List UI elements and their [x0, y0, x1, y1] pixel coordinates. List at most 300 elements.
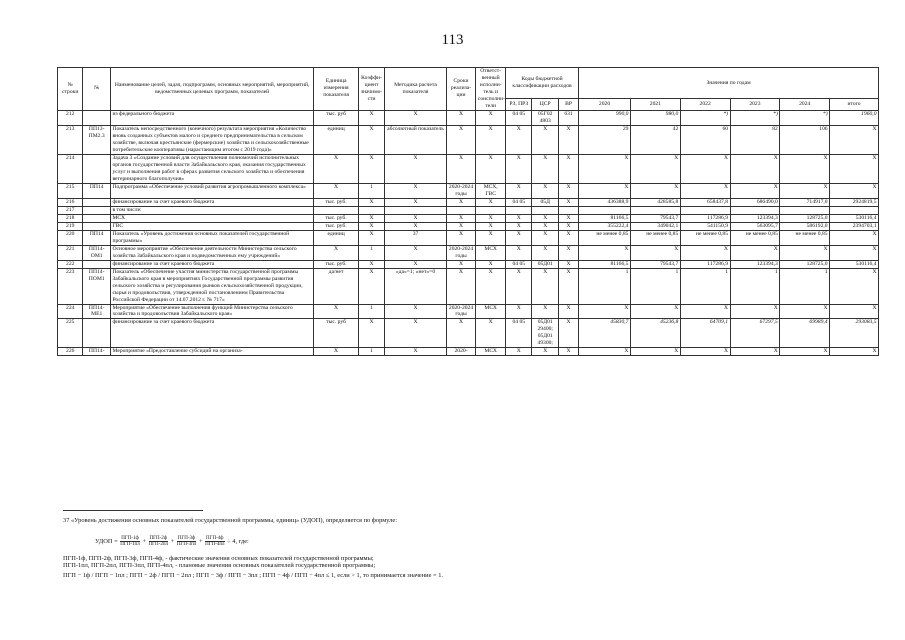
- cell-name: Подпрограмма «Обеспечение условий развития агропромышленного комплекса»: [110, 183, 313, 198]
- cell-coef: X: [358, 268, 384, 304]
- cell-coef: X: [358, 125, 384, 154]
- frac3-numerator: ПГП-3ф: [177, 536, 196, 541]
- cell-vr: X: [558, 230, 578, 245]
- cell-v2020: X: [579, 245, 631, 260]
- cell-v2023: *): [730, 110, 780, 125]
- cell-v2021: X: [630, 348, 680, 356]
- header-2020: 2020: [579, 99, 631, 111]
- cell-csr: X: [532, 268, 558, 304]
- cell-v2024: [780, 206, 830, 214]
- cell-n: ПП14: [83, 183, 111, 198]
- cell-total: X: [830, 183, 879, 198]
- cell-n: [83, 214, 111, 222]
- cell-v2021: не менее 0,85: [630, 230, 680, 245]
- cell-csr: X: [532, 214, 558, 222]
- cell-method: X: [385, 319, 446, 348]
- formula-lhs: УДОП =: [95, 537, 118, 545]
- footnote-formula: УДОП = $\frac{\text{ПГП-1ф}}{\text{ПГП-1пл}}$ + $\frac{\text{ПГП-2ф}}{\text{ПГП-2пл}}$ + $\frac{\text{ПГП-3ф}}{\text{ПГП-3пл}}$ + $\frac{\text{ПГП-4ф}}{\text{ПГП-4пл}}$ ÷ 4, где:: [95, 536, 249, 547]
- footnote-line-1: ПГП-1ф, ПГП-2ф, ПГП-3ф, ПГП-4ф, - фактические значения основных показателей государственной программы;: [63, 555, 374, 562]
- cell-method: абсолютный показатель: [385, 125, 446, 154]
- cell-v2022: X: [680, 245, 730, 260]
- cell-method: X: [385, 110, 446, 125]
- cell-v2020: X: [579, 154, 631, 183]
- cell-csr: X: [532, 154, 558, 183]
- header-responsible: Ответст-венный исполни-тель и соисполни-тели: [477, 68, 505, 109]
- cell-unit: X: [314, 348, 358, 356]
- cell-name: финансирование за счет краевого бюджета: [110, 319, 313, 348]
- cell-unit: тыс. руб.: [314, 198, 358, 206]
- cell-method: [385, 206, 446, 214]
- table-row: [58, 230, 879, 245]
- cell-name: Показатель «Уровень достижения основных показателей государственной программы»: [110, 230, 313, 245]
- cell-v2022: не менее 0,85: [680, 230, 730, 245]
- cell-v2021: 980,0: [630, 110, 680, 125]
- cell-v2024: 128725,0: [780, 214, 830, 222]
- header-csr: ЦСР: [532, 99, 558, 111]
- cell-v2022: X: [680, 348, 730, 356]
- cell-vr: [558, 206, 578, 214]
- cell-row: 221: [58, 245, 83, 260]
- table-row: [58, 206, 879, 214]
- cell-v2023: не менее 0,85: [730, 230, 780, 245]
- cell-terms: X: [446, 110, 476, 125]
- header-method: Методика расчета показателя: [385, 68, 446, 111]
- cell-rz: X: [506, 348, 532, 356]
- frac1-denominator: ПГП-1пл: [120, 542, 140, 547]
- cell-v2024: 714917,0: [780, 198, 830, 206]
- cell-rz: 04 05: [506, 260, 532, 268]
- cell-csr: X: [532, 348, 558, 356]
- table-row: [58, 245, 879, 260]
- cell-n: [83, 206, 111, 214]
- cell-row: 216: [58, 198, 83, 206]
- cell-v2023: 563095,7: [730, 222, 780, 230]
- cell-unit: да/нет: [314, 268, 358, 304]
- cell-v2020: 1: [579, 268, 631, 304]
- cell-total: X: [830, 154, 879, 183]
- cell-coef: 1: [358, 304, 384, 319]
- table-row: [58, 198, 879, 206]
- cell-terms: X: [446, 268, 476, 304]
- cell-name: Задача 3 «Создание условий для осуществления полномочий исполнительных органов государственной власти Забайкальского края, оказания государственных услуг и выполнения работ в сферах развития сельского хозяйства и обеспечения ветеринарного благополучия»: [110, 154, 313, 183]
- cell-v2023: X: [730, 154, 780, 183]
- cell-v2023: 67297,5: [730, 319, 780, 348]
- cell-total: X: [830, 245, 879, 260]
- cell-vr: X: [558, 183, 578, 198]
- cell-v2020: 45830,7: [579, 319, 631, 348]
- cell-v2022: 658437,8: [680, 198, 730, 206]
- table-row: [58, 348, 879, 356]
- cell-row: 214: [58, 154, 83, 183]
- cell-v2022: 1: [680, 268, 730, 304]
- cell-v2023: X: [730, 183, 780, 198]
- cell-v2020: 81166,5: [579, 260, 631, 268]
- cell-csr: X: [532, 230, 558, 245]
- cell-v2023: 123394,3: [730, 260, 780, 268]
- cell-v2024: 106: [780, 125, 830, 154]
- cell-v2024: X: [780, 304, 830, 319]
- header-number: №: [83, 68, 111, 111]
- cell-coef: X: [358, 260, 384, 268]
- cell-unit: X: [314, 154, 358, 183]
- cell-n: ПП14-ПОМ1: [83, 268, 111, 304]
- cell-v2023: 1: [730, 268, 780, 304]
- header-rz: РЗ, ПРЗ: [506, 99, 532, 111]
- table-row: [58, 268, 879, 304]
- cell-row: 220: [58, 230, 83, 245]
- header-codes: Коды бюджетной классификации расходов: [506, 68, 579, 99]
- cell-v2022: [680, 206, 730, 214]
- cell-v2022: X: [680, 183, 730, 198]
- cell-csr: [532, 206, 558, 214]
- cell-row: 218: [58, 214, 83, 222]
- cell-method: X: [385, 198, 446, 206]
- cell-terms: X: [446, 125, 476, 154]
- cell-terms: [446, 206, 476, 214]
- cell-terms: 2020-2024 годы: [446, 304, 476, 319]
- cell-v2022: 60: [680, 125, 730, 154]
- cell-v2022: X: [680, 304, 730, 319]
- cell-name: Показатель непосредственного (конечного) результата мероприятия «Количество вновь созданных субъектов малого и среднего предпринимательства в сельском хозяйстве, включая крестьянские (фермерские) хозяйства и сельскохозяйственные потребительские кооперативы (нарастающим итогом с 2019 года)»: [110, 125, 313, 154]
- footnote-divider: [63, 510, 203, 511]
- cell-row: 215: [58, 183, 83, 198]
- cell-resp: X: [476, 110, 506, 125]
- cell-rz: X: [506, 222, 532, 230]
- cell-v2021: X: [630, 183, 680, 198]
- cell-name: Показатель «Обеспечение участия министерства государственной программы Забайкальского края в мероприятиях Государственной программы развития сельского хозяйства и регулирования рынков сельскохозяйственной продукции, сырья и продовольствия, утвержденной постановлением Правительства Российской Федерации от 14.07.2012 г. № 717»: [110, 268, 313, 304]
- cell-name: Основное мероприятие «Обеспечение деятельности Министерства сельского хозяйства Забайкальского края и подведомственных ему учреждений»: [110, 245, 313, 260]
- cell-coef: X: [358, 154, 384, 183]
- cell-coef: [358, 206, 384, 214]
- table-row: [58, 214, 879, 222]
- cell-total: X: [830, 304, 879, 319]
- header-name: Наименование целей, задач, подпрограмм, основных мероприятий, мероприятий, ведомственных целевых программ, показателей: [110, 68, 313, 111]
- cell-name: Мероприятие «Обеспечение выполнения функций Министерства сельского хозяйства и продовольствия Забайкальского края»: [110, 304, 313, 319]
- cell-row: 213: [58, 125, 83, 154]
- cell-csr: X: [532, 125, 558, 154]
- cell-resp: X: [476, 125, 506, 154]
- cell-rz: 04 05: [506, 198, 532, 206]
- frac4-denominator: ПГП-4пл: [205, 542, 225, 547]
- header-unit: Единица измерения показателя: [314, 68, 358, 111]
- fraction-1: [120, 536, 139, 547]
- cell-unit: единиц: [314, 230, 358, 245]
- cell-csr: 05Д01: [532, 260, 558, 268]
- cell-resp: X: [476, 230, 506, 245]
- cell-v2024: не менее 0,85: [780, 230, 830, 245]
- cell-name: в том числе:: [110, 206, 313, 214]
- frac4-numerator: ПГП-4ф: [206, 536, 224, 541]
- cell-vr: X: [558, 319, 578, 348]
- cell-coef: X: [358, 319, 384, 348]
- cell-terms: 2020-2024 годы: [446, 245, 476, 260]
- cell-name: ГВС: [110, 222, 313, 230]
- cell-resp: X: [476, 319, 506, 348]
- cell-vr: X: [558, 154, 578, 183]
- cell-v2021: X: [630, 245, 680, 260]
- cell-coef: 1: [358, 348, 384, 356]
- cell-coef: 1: [358, 183, 384, 198]
- cell-v2023: 686490,0: [730, 198, 780, 206]
- cell-name: Мероприятие «Предоставление субсидий на организа-: [110, 348, 313, 356]
- header-values: Значения по годам: [579, 68, 879, 99]
- cell-csr: 05Д01 29400; 05Д01 49300;: [532, 319, 558, 348]
- frac2-numerator: ПГП-2ф: [149, 536, 168, 541]
- cell-n: ПП14-: [83, 348, 111, 356]
- cell-vr: 631: [558, 110, 578, 125]
- cell-v2021: X: [630, 154, 680, 183]
- cell-v2021: [630, 206, 680, 214]
- cell-rz: X: [506, 183, 532, 198]
- cell-total: 2924819,5: [830, 198, 879, 206]
- cell-v2022: 117286,9: [680, 260, 730, 268]
- cell-n: [83, 260, 111, 268]
- cell-row: 217: [58, 206, 83, 214]
- cell-v2021: 79543,7: [630, 214, 680, 222]
- table-row: [58, 319, 879, 348]
- cell-vr: X: [558, 125, 578, 154]
- cell-n: ПП14-ОМ1: [83, 245, 111, 260]
- cell-coef: X: [358, 230, 384, 245]
- cell-n: [83, 198, 111, 206]
- cell-v2020: 436388,9: [579, 198, 631, 206]
- cell-v2024: X: [780, 245, 830, 260]
- cell-v2022: X: [680, 154, 730, 183]
- cell-csr: 05Г02 4803: [532, 110, 558, 125]
- cell-vr: X: [558, 260, 578, 268]
- cell-v2020: X: [579, 183, 631, 198]
- footnote-line-2: ПГП-1пл, ПГП-2пл, ПГП-3пл, ПГП-4пл, - плановые значения основных показателей государственной программы;: [63, 562, 376, 569]
- cell-rz: X: [506, 245, 532, 260]
- cell-unit: X: [314, 245, 358, 260]
- cell-v2023: X: [730, 348, 780, 356]
- cell-unit: тыс. руб: [314, 319, 358, 348]
- cell-row: 224: [58, 304, 83, 319]
- cell-total: [830, 206, 879, 214]
- cell-v2020: 81166,5: [579, 214, 631, 222]
- cell-resp: X: [476, 222, 506, 230]
- table-row: [58, 222, 879, 230]
- cell-v2023: X: [730, 245, 780, 260]
- cell-name: финансирование за счет краевого бюджета: [110, 260, 313, 268]
- cell-terms: 2020-: [446, 348, 476, 356]
- cell-v2024: X: [780, 154, 830, 183]
- cell-method: X: [385, 245, 446, 260]
- cell-v2024: 128725,0: [780, 260, 830, 268]
- cell-row: 223: [58, 268, 83, 304]
- cell-unit: тыс. руб.: [314, 214, 358, 222]
- header-total: итого: [830, 99, 879, 111]
- cell-resp: X: [476, 198, 506, 206]
- cell-v2024: 69989,4: [780, 319, 830, 348]
- cell-n: [83, 222, 111, 230]
- cell-rz: X: [506, 268, 532, 304]
- cell-total: 530116,4: [830, 214, 879, 222]
- cell-unit: [314, 206, 358, 214]
- cell-resp: МСХ: [476, 245, 506, 260]
- fraction-4: [205, 536, 224, 547]
- cell-name: МСХ: [110, 214, 313, 222]
- cell-method: X: [385, 260, 446, 268]
- cell-resp: МСХ: [476, 304, 506, 319]
- cell-unit: единиц: [314, 125, 358, 154]
- cell-n: [83, 110, 111, 125]
- cell-method: «да»=1; «нет»=0: [385, 268, 446, 304]
- table-row: [58, 260, 879, 268]
- frac2-denominator: ПГП-2пл: [148, 542, 168, 547]
- cell-method: X: [385, 183, 446, 198]
- cell-v2024: *): [780, 110, 830, 125]
- header-2021: 2021: [630, 99, 680, 111]
- cell-resp: [476, 206, 506, 214]
- cell-rz: X: [506, 214, 532, 222]
- cell-v2020: не менее 0,85: [579, 230, 631, 245]
- cell-row: 212: [58, 110, 83, 125]
- cell-row: 222: [58, 260, 83, 268]
- cell-total: 293083,5: [830, 319, 879, 348]
- cell-method: X: [385, 214, 446, 222]
- cell-n: ПП14-МЕ1: [83, 304, 111, 319]
- cell-resp: X: [476, 154, 506, 183]
- page-number: 113: [441, 32, 464, 48]
- cell-v2023: 123394,3: [730, 214, 780, 222]
- table-row: [58, 183, 879, 198]
- cell-terms: 2020-2024 годы: [446, 183, 476, 198]
- cell-resp: МСХ, ГВС: [476, 183, 506, 198]
- cell-v2024: X: [780, 183, 830, 198]
- cell-name: финансирование за счет краевого бюджета: [110, 198, 313, 206]
- cell-v2021: 1: [630, 268, 680, 304]
- cell-total: X: [830, 348, 879, 356]
- cell-terms: X: [446, 319, 476, 348]
- cell-terms: X: [446, 230, 476, 245]
- cell-vr: X: [558, 245, 578, 260]
- cell-unit: тыс. руб.: [314, 260, 358, 268]
- cell-method: X: [385, 304, 446, 319]
- cell-coef: X: [358, 198, 384, 206]
- cell-n: [83, 319, 111, 348]
- cell-rz: X: [506, 230, 532, 245]
- cell-resp: X: [476, 214, 506, 222]
- cell-rz: X: [506, 154, 532, 183]
- cell-v2020: 29: [579, 125, 631, 154]
- program-table: [57, 67, 879, 356]
- cell-row: 225: [58, 319, 83, 348]
- cell-coef: 1: [358, 245, 384, 260]
- cell-name: из федерального бюджета: [110, 110, 313, 125]
- cell-total: 2394703,1: [830, 222, 879, 230]
- cell-terms: X: [446, 154, 476, 183]
- cell-n: [83, 154, 111, 183]
- cell-vr: X: [558, 304, 578, 319]
- cell-rz: 04 05: [506, 319, 532, 348]
- cell-coef: X: [358, 222, 384, 230]
- cell-vr: X: [558, 222, 578, 230]
- table-row: [58, 125, 879, 154]
- cell-v2023: X: [730, 304, 780, 319]
- cell-method: X: [385, 154, 446, 183]
- cell-v2020: X: [579, 304, 631, 319]
- fraction-2: [149, 536, 168, 547]
- cell-v2021: X: [630, 304, 680, 319]
- header-vr: ВР: [558, 99, 578, 111]
- cell-total: X: [830, 268, 879, 304]
- cell-terms: X: [446, 222, 476, 230]
- cell-v2021: 45236,8: [630, 319, 680, 348]
- header-terms: Сроки реализа-ции: [446, 68, 476, 111]
- cell-resp: МСХ: [476, 348, 506, 356]
- cell-v2024: 586192,0: [780, 222, 830, 230]
- cell-row: 226: [58, 348, 83, 356]
- cell-v2021: 349042,1: [630, 222, 680, 230]
- cell-unit: тыс. руб: [314, 110, 358, 125]
- cell-unit: X: [314, 183, 358, 198]
- cell-n: ПП13-ПМ2.3: [83, 125, 111, 154]
- cell-v2022: 541150,9: [680, 222, 730, 230]
- cell-total: 1960,0: [830, 110, 879, 125]
- cell-v2020: 355222,4: [579, 222, 631, 230]
- cell-unit: X: [314, 304, 358, 319]
- cell-csr: X: [532, 222, 558, 230]
- cell-rz: [506, 206, 532, 214]
- cell-total: 530116,4: [830, 260, 879, 268]
- cell-v2021: 79543,7: [630, 260, 680, 268]
- cell-terms: X: [446, 214, 476, 222]
- cell-csr: X: [532, 304, 558, 319]
- header-2022: 2022: [680, 99, 730, 111]
- header-coef: Коэффи-циент значимо-сти: [358, 68, 384, 111]
- header-row-number: № строки: [58, 68, 83, 111]
- footnote-line-3: ПГП − 1ф / ПГП − 1пл ; ПГП − 2ф / ПГП − 2пл ; ПГП − 3ф / ПГП − 3пл ; ПГП − 4ф / ПГП − 4пл ≤ 1, если > 1, то принимается значение = 1.: [63, 572, 444, 579]
- cell-method: X: [385, 222, 446, 230]
- cell-csr: X: [532, 245, 558, 260]
- cell-v2023: 82: [730, 125, 780, 154]
- table-row: [58, 154, 879, 183]
- cell-rz: X: [506, 125, 532, 154]
- cell-coef: X: [358, 110, 384, 125]
- frac1-numerator: ПГП-1ф: [121, 536, 139, 541]
- cell-csr: 05Д: [532, 198, 558, 206]
- cell-v2024: X: [780, 348, 830, 356]
- cell-v2020: 990,0: [579, 110, 631, 125]
- cell-v2020: [579, 206, 631, 214]
- fraction-3: [177, 536, 196, 547]
- cell-resp: X: [476, 268, 506, 304]
- cell-v2022: 64709,1: [680, 319, 730, 348]
- cell-v2021: 428585,8: [630, 198, 680, 206]
- cell-v2022: *): [680, 110, 730, 125]
- cell-method: X: [385, 348, 446, 356]
- cell-coef: X: [358, 214, 384, 222]
- cell-terms: X: [446, 198, 476, 206]
- cell-resp: X: [476, 260, 506, 268]
- cell-vr: X: [558, 268, 578, 304]
- frac3-denominator: ПГП-3пл: [176, 542, 197, 547]
- cell-method: 37: [385, 230, 446, 245]
- cell-unit: тыс. руб.: [314, 222, 358, 230]
- cell-v2022: 117286,9: [680, 214, 730, 222]
- cell-v2024: 1: [780, 268, 830, 304]
- cell-total: X: [830, 125, 879, 154]
- table-row: [58, 304, 879, 319]
- cell-vr: X: [558, 198, 578, 206]
- cell-rz: X: [506, 304, 532, 319]
- cell-rz: 04 05: [506, 110, 532, 125]
- cell-v2023: [730, 206, 780, 214]
- cell-terms: X: [446, 260, 476, 268]
- cell-total: X: [830, 230, 879, 245]
- header-2024: 2024: [780, 99, 830, 111]
